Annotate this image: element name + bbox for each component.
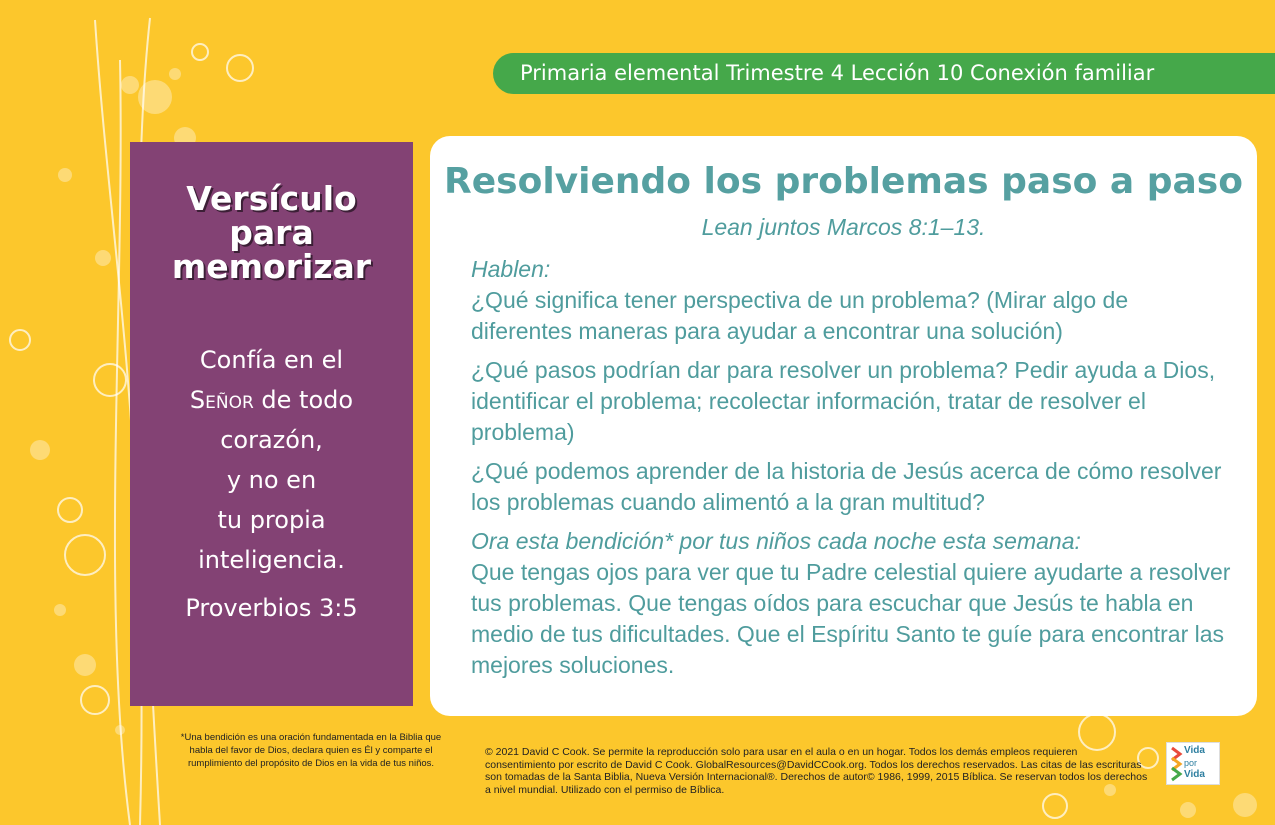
blessing-label: Ora esta bendición* por tus niños cada noche esta semana: bbox=[471, 528, 1081, 554]
reading-instruction: Lean juntos Marcos 8:1–13. bbox=[701, 214, 986, 240]
verse-title-line: para bbox=[229, 213, 314, 252]
question-2: ¿Qué pasos podrían dar para resolver un problema? Pedir ayuda a Dios, identificar el problema; recolectar información, tratar de resolver el problema) bbox=[471, 357, 1216, 445]
logo-word: Vida bbox=[1184, 769, 1205, 780]
talk-label: Hablen: bbox=[471, 256, 551, 282]
verse-title-line: memorizar bbox=[171, 247, 372, 286]
lesson-body bbox=[471, 254, 1231, 689]
logo-word: Vida bbox=[1184, 745, 1205, 756]
logo-text bbox=[1184, 745, 1205, 781]
blessing-footnote: *Una bendición es una oración fundamentada en la Biblia que habla del favor de Dios, declara quien es Él y comparte el rumplimiento del propósito de Dios en la vida de tus niños. bbox=[180, 732, 442, 769]
logo-mark-icon bbox=[1169, 744, 1185, 784]
verse-line: inteligencia. bbox=[198, 546, 345, 574]
memory-verse-text bbox=[130, 340, 413, 580]
verse-reference: Proverbios 3:5 bbox=[185, 594, 358, 622]
logo-word: por bbox=[1184, 758, 1198, 768]
question-3: ¿Qué podemos aprender de la historia de Jesús acerca de cómo resolver los problemas cuando alimentó a la gran multitud? bbox=[471, 458, 1222, 515]
verse-line: corazón, bbox=[220, 426, 323, 454]
copyright-notice: © 2021 David C Cook. Se permite la reproducción solo para usar en el aula o en un hogar. Todos los demás empleos requieren consentimiento por escrito de David C Cook. GlobalResources@DavidCCook.org. Todos los derechos reservados. Las citas de las escrituras son tomadas de la Santa Biblia, Nueva Versión Internacional®. Derechos de autor© 1986, 1999, 2015 Bíblica. Se reservan todos los derechos a nivel mundial. Utilizado con el permiso de Bíblica. bbox=[485, 746, 1148, 796]
verse-line bbox=[130, 380, 413, 420]
question-1: ¿Qué significa tener perspectiva de un problema? (Mirar algo de diferentes maneras para ayudar a encontrar una solución) bbox=[471, 287, 1129, 344]
lesson-banner: Primaria elemental Trimestre 4 Lección 10 Conexión familiar bbox=[493, 53, 1275, 94]
blessing-text: Que tengas ojos para ver que tu Padre celestial quiere ayudarte a resolver tus problemas. Que tengas oídos para escuchar que Jesús te habla en medio de tus dificultades. Que el Espíritu Santo te guíe para encontrar las mejores soluciones. bbox=[471, 559, 1231, 678]
lesson-content-card bbox=[430, 136, 1257, 716]
verse-line-rest: de todo bbox=[253, 386, 354, 414]
memory-verse-title bbox=[130, 179, 413, 286]
verse-line: Confía en el bbox=[199, 346, 344, 374]
vida-por-vida-logo bbox=[1166, 742, 1220, 785]
lord-smallcaps: Señor bbox=[189, 386, 254, 414]
verse-title-line: Versículo bbox=[186, 179, 357, 218]
verse-line: tu propia bbox=[217, 506, 326, 534]
verse-line: y no en bbox=[226, 466, 317, 494]
memory-verse-card bbox=[130, 142, 413, 706]
lesson-title: Resolviendo los problemas paso a paso bbox=[444, 161, 1243, 202]
